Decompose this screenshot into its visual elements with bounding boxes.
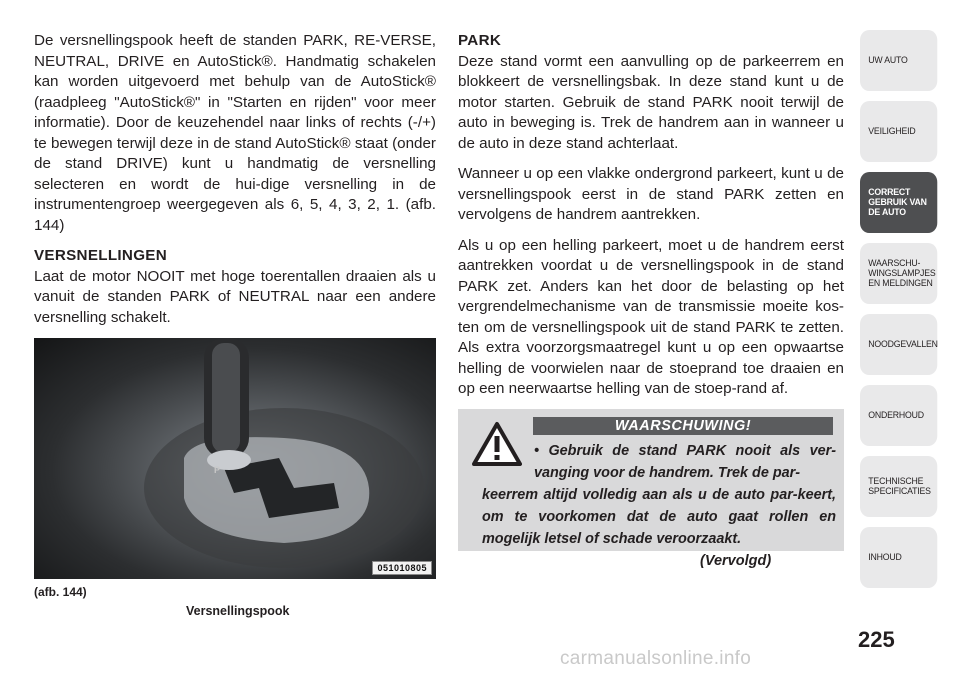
continued-label: (Vervolgd) bbox=[700, 553, 772, 569]
section-tab[interactable] bbox=[860, 30, 937, 91]
park-paragraph-3: Als u op een helling parkeert, moet u de handrem eerst aantrekken voordat u de versnellingspook in de stand PARK zet. Anders kan het door de belasting op het vergrendelmechanisme van de transmissie moeite kos-ten om de versnellingspook uit de stand PARK te zetten. Als extra voorzorgsmaatregel kunt u op een opwaartse helling de voorwielen naar de stoeprand toe draaien en op een neerwaartse helling van de stoep-rand af. bbox=[458, 236, 844, 397]
section-tab-label: INHOUD bbox=[868, 551, 902, 563]
section-tab[interactable] bbox=[860, 456, 937, 517]
right-column bbox=[458, 31, 844, 410]
warning-box bbox=[458, 409, 844, 551]
section-tab-label: ONDERHOUD bbox=[868, 409, 924, 421]
figure-label: (afb. 144) bbox=[34, 585, 87, 599]
warning-line-2: keerrem altijd volledig aan als u de auto par-keert, om te voorkomen dat de auto gaat rollen en mogelijk letsel of schade veroorzaakt. bbox=[482, 487, 836, 547]
section-tab[interactable] bbox=[860, 243, 937, 304]
section-tab-label: VEILIGHEID bbox=[868, 125, 916, 137]
section-tab[interactable] bbox=[860, 101, 937, 162]
park-paragraph-1: Deze stand vormt een aanvulling op de parkeerrem en blokkeert de versnellingsbak. In deze stand kunt u de motor starten. Gebruik de stand PARK nooit terwijl de auto in beweging is. Trek de handrem aan in wanneer u de auto in deze stand achterlaat. bbox=[458, 52, 844, 152]
gear-shifter-photo bbox=[34, 338, 436, 579]
section-tab-label: TECHNISCHE SPECIFICATIES bbox=[868, 475, 931, 497]
left-column bbox=[34, 31, 436, 338]
section-tab-label: NOODGEVALLEN bbox=[868, 338, 938, 350]
warning-line-1: • Gebruik de stand PARK nooit als ver-vanging voor de handrem. Trek de par- bbox=[534, 443, 836, 481]
watermark: carmanualsonline.info bbox=[560, 648, 752, 669]
section-heading-park: PARK bbox=[458, 32, 502, 49]
section-tab-label: WAARSCHU- WINGSLAMPJES EN MELDINGEN bbox=[868, 257, 936, 289]
warning-title: WAARSCHUWING! bbox=[533, 417, 833, 435]
figure-caption: Versnellingspook bbox=[186, 604, 290, 618]
svg-text:P: P bbox=[214, 465, 221, 475]
intro-paragraph: De versnellingspook heeft de standen PARK, RE-VERSE, NEUTRAL, DRIVE en AutoStick®. Handmatig schakelen kan worden uitgevoerd met behulp van de AutoStick® (raadpleeg "AutoStick®" in "Starten en rijden" voor meer informatie). Door de keuzehendel naar links of rechts (-/+) te bewegen terwijl deze in de stand AutoStick® staat (onder de stand DRIVE) kunt u handmatig de versnelling selecteren en wordt de hui-dige versnelling in de instrumentengroep weergegeven als 6, 5, 4, 3, 2, 1. (afb. 144) bbox=[34, 32, 436, 234]
page-number: 225 bbox=[858, 627, 895, 652]
section-tab[interactable] bbox=[860, 172, 937, 233]
section-heading-versnellingen: VERSNELLINGEN bbox=[34, 247, 168, 264]
gear-shifter-illustration bbox=[34, 338, 436, 579]
park-paragraph-2: Wanneer u op een vlakke ondergrond parkeert, kunt u de versnellingspook eerst in de stand PARK zetten en vervolgens de handrem aantrekken. bbox=[458, 165, 844, 223]
section-tab-label: UW AUTO bbox=[868, 54, 908, 66]
versnellingen-paragraph: Laat de motor NOOIT met hoge toerentallen draaien als u vanuit de standen PARK of NEUTRAL naar een andere versnelling schakelt. bbox=[34, 267, 436, 326]
section-tabs bbox=[860, 30, 944, 598]
section-tab-label: CORRECT GEBRUIK VAN DE AUTO bbox=[868, 186, 927, 218]
section-tab[interactable] bbox=[860, 314, 937, 375]
section-tab[interactable] bbox=[860, 527, 937, 588]
figure-code: 051010805 bbox=[372, 561, 432, 575]
section-tab[interactable] bbox=[860, 385, 937, 446]
warning-text bbox=[482, 440, 836, 550]
